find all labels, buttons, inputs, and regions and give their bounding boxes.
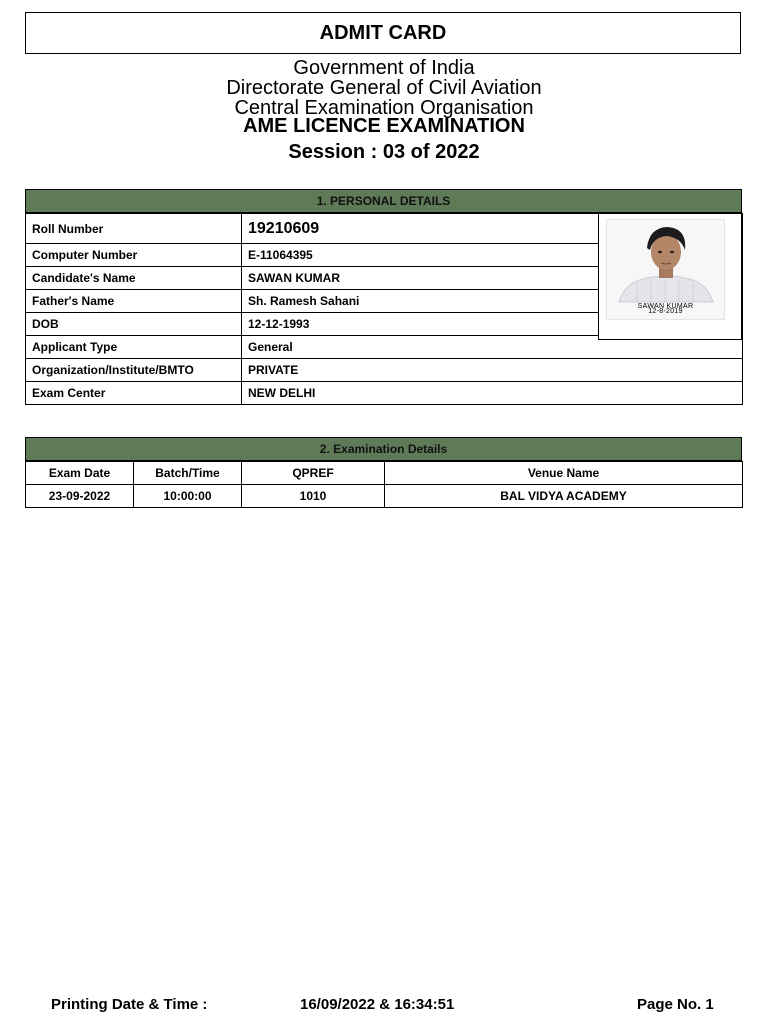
computer-number-label: Computer Number (26, 244, 242, 267)
applicant-type-value: General (242, 336, 743, 359)
organization-label: Organization/Institute/BMTO (26, 359, 242, 382)
venue-name-value: BAL VIDYA ACADEMY (385, 485, 743, 508)
page-number: Page No. 1 (637, 996, 714, 1013)
qpref-value: 1010 (242, 485, 385, 508)
father-name-value: Sh. Ramesh Sahani (242, 290, 743, 313)
candidate-name-label: Candidate's Name (26, 267, 242, 290)
candidate-photo-frame (598, 213, 742, 340)
photo-caption (607, 303, 724, 315)
exam-details-heading: 2. Examination Details (25, 437, 742, 461)
qpref-header: QPREF (242, 462, 385, 485)
exam-center-label: Exam Center (26, 382, 242, 405)
computer-number-value: E-11064395 (242, 244, 743, 267)
roll-number-label: Roll Number (26, 214, 242, 244)
organisation-line: Central Examination Organisation (234, 97, 534, 119)
applicant-type-label: Applicant Type (26, 336, 242, 359)
session-line: Session : 03 of 2022 (288, 141, 480, 163)
exam-date-value: 23-09-2022 (26, 485, 134, 508)
exam-center-value: NEW DELHI (242, 382, 743, 405)
printing-date-value: 16/09/2022 & 16:34:51 (300, 996, 455, 1013)
father-name-label: Father's Name (26, 290, 242, 313)
organization-value: PRIVATE (242, 359, 743, 382)
dob-label: DOB (26, 313, 242, 336)
dob-value: 12-12-1993 (242, 313, 743, 336)
directorate-line: Directorate General of Civil Aviation (226, 77, 542, 99)
table-row (26, 485, 743, 508)
exam-name: AME LICENCE EXAMINATION (243, 115, 525, 137)
gov-line: Government of India (293, 57, 475, 79)
admit-card-title: ADMIT CARD (25, 12, 741, 54)
photo-caption-name: SAWAN KUMAR (637, 303, 694, 310)
batch-time-header: Batch/Time (134, 462, 242, 485)
printing-date-label: Printing Date & Time : (51, 996, 208, 1013)
candidate-photo (606, 219, 725, 320)
table-row (26, 382, 743, 405)
photo-caption-date: 12-8-2019 (648, 308, 683, 315)
exam-date-header: Exam Date (26, 462, 134, 485)
table-header-row (26, 462, 743, 485)
venue-name-header: Venue Name (385, 462, 743, 485)
candidate-name-value: SAWAN KUMAR (242, 267, 743, 290)
exam-details-table (25, 461, 743, 508)
batch-time-value: 10:00:00 (134, 485, 242, 508)
roll-number-value: 19210609 (242, 214, 743, 244)
personal-details-heading: 1. PERSONAL DETAILS (25, 189, 742, 213)
table-row (26, 359, 743, 382)
